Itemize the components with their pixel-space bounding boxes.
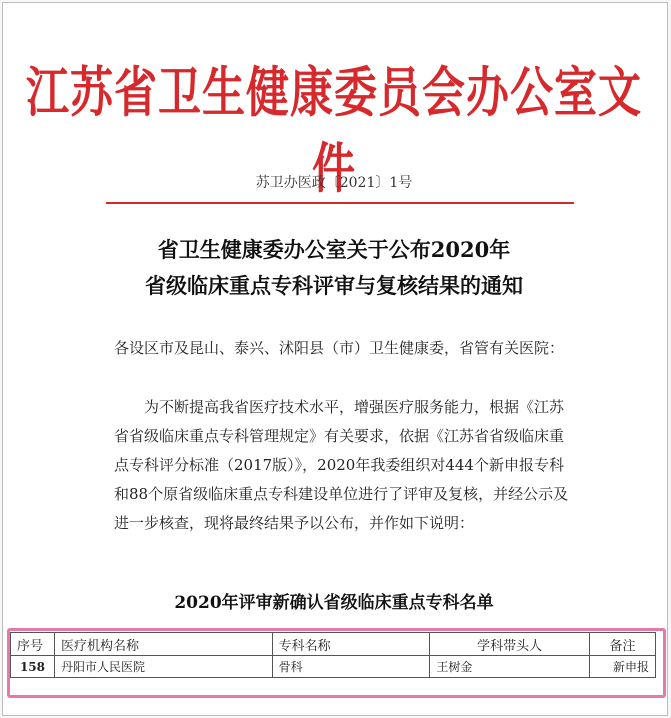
cell-institution: 丹阳市人民医院 [54,656,272,678]
header-discipline-leader: 学科带头人 [430,633,590,656]
header-index: 序号 [11,633,55,656]
header-institution: 医疗机构名称 [54,633,272,656]
document-page [6,4,662,620]
red-divider-line [106,202,574,204]
notice-title-line-2: 省级临床重点专科评审与复核结果的通知 [145,273,523,298]
list-title: 2020年评审新确认省级临床重点专科名单 [174,593,494,613]
addressee-paragraph: 各设区市及昆山、泰兴、沭阳县（市）卫生健康委，省管有关医院： [114,339,565,357]
header-specialty: 专科名称 [272,633,430,656]
specialty-table [10,632,656,678]
cell-discipline-leader: 王树金 [430,656,590,678]
header-remarks: 备注 [590,633,656,656]
table-row [11,656,656,678]
document-number: 苏卫办医政〔2021〕1号 [255,175,413,191]
body-paragraph: 为不断提高我省医疗技术水平，增强医疗服务能力，根据《江苏省省级临床重点专科管理规定》有关要求，依据《江苏省省级临床重点专科评分标准（2017版）》，2020年我委组织对444个新申报专科和88个原省级临床重点专科建设单位进行了评审及复核，并经公示及进一步核查，现将最终结果予以公布，并作如下说明： [114,398,569,532]
cell-index: 158 [11,656,55,678]
cell-specialty: 骨科 [272,656,430,678]
table-header-row [11,633,656,656]
notice-title-line-1: 省卫生健康委办公室关于公布2020年 [157,237,511,262]
cell-remarks: 新申报 [590,656,656,678]
masthead: 江苏省卫生健康委员会办公室文件 [26,62,642,201]
